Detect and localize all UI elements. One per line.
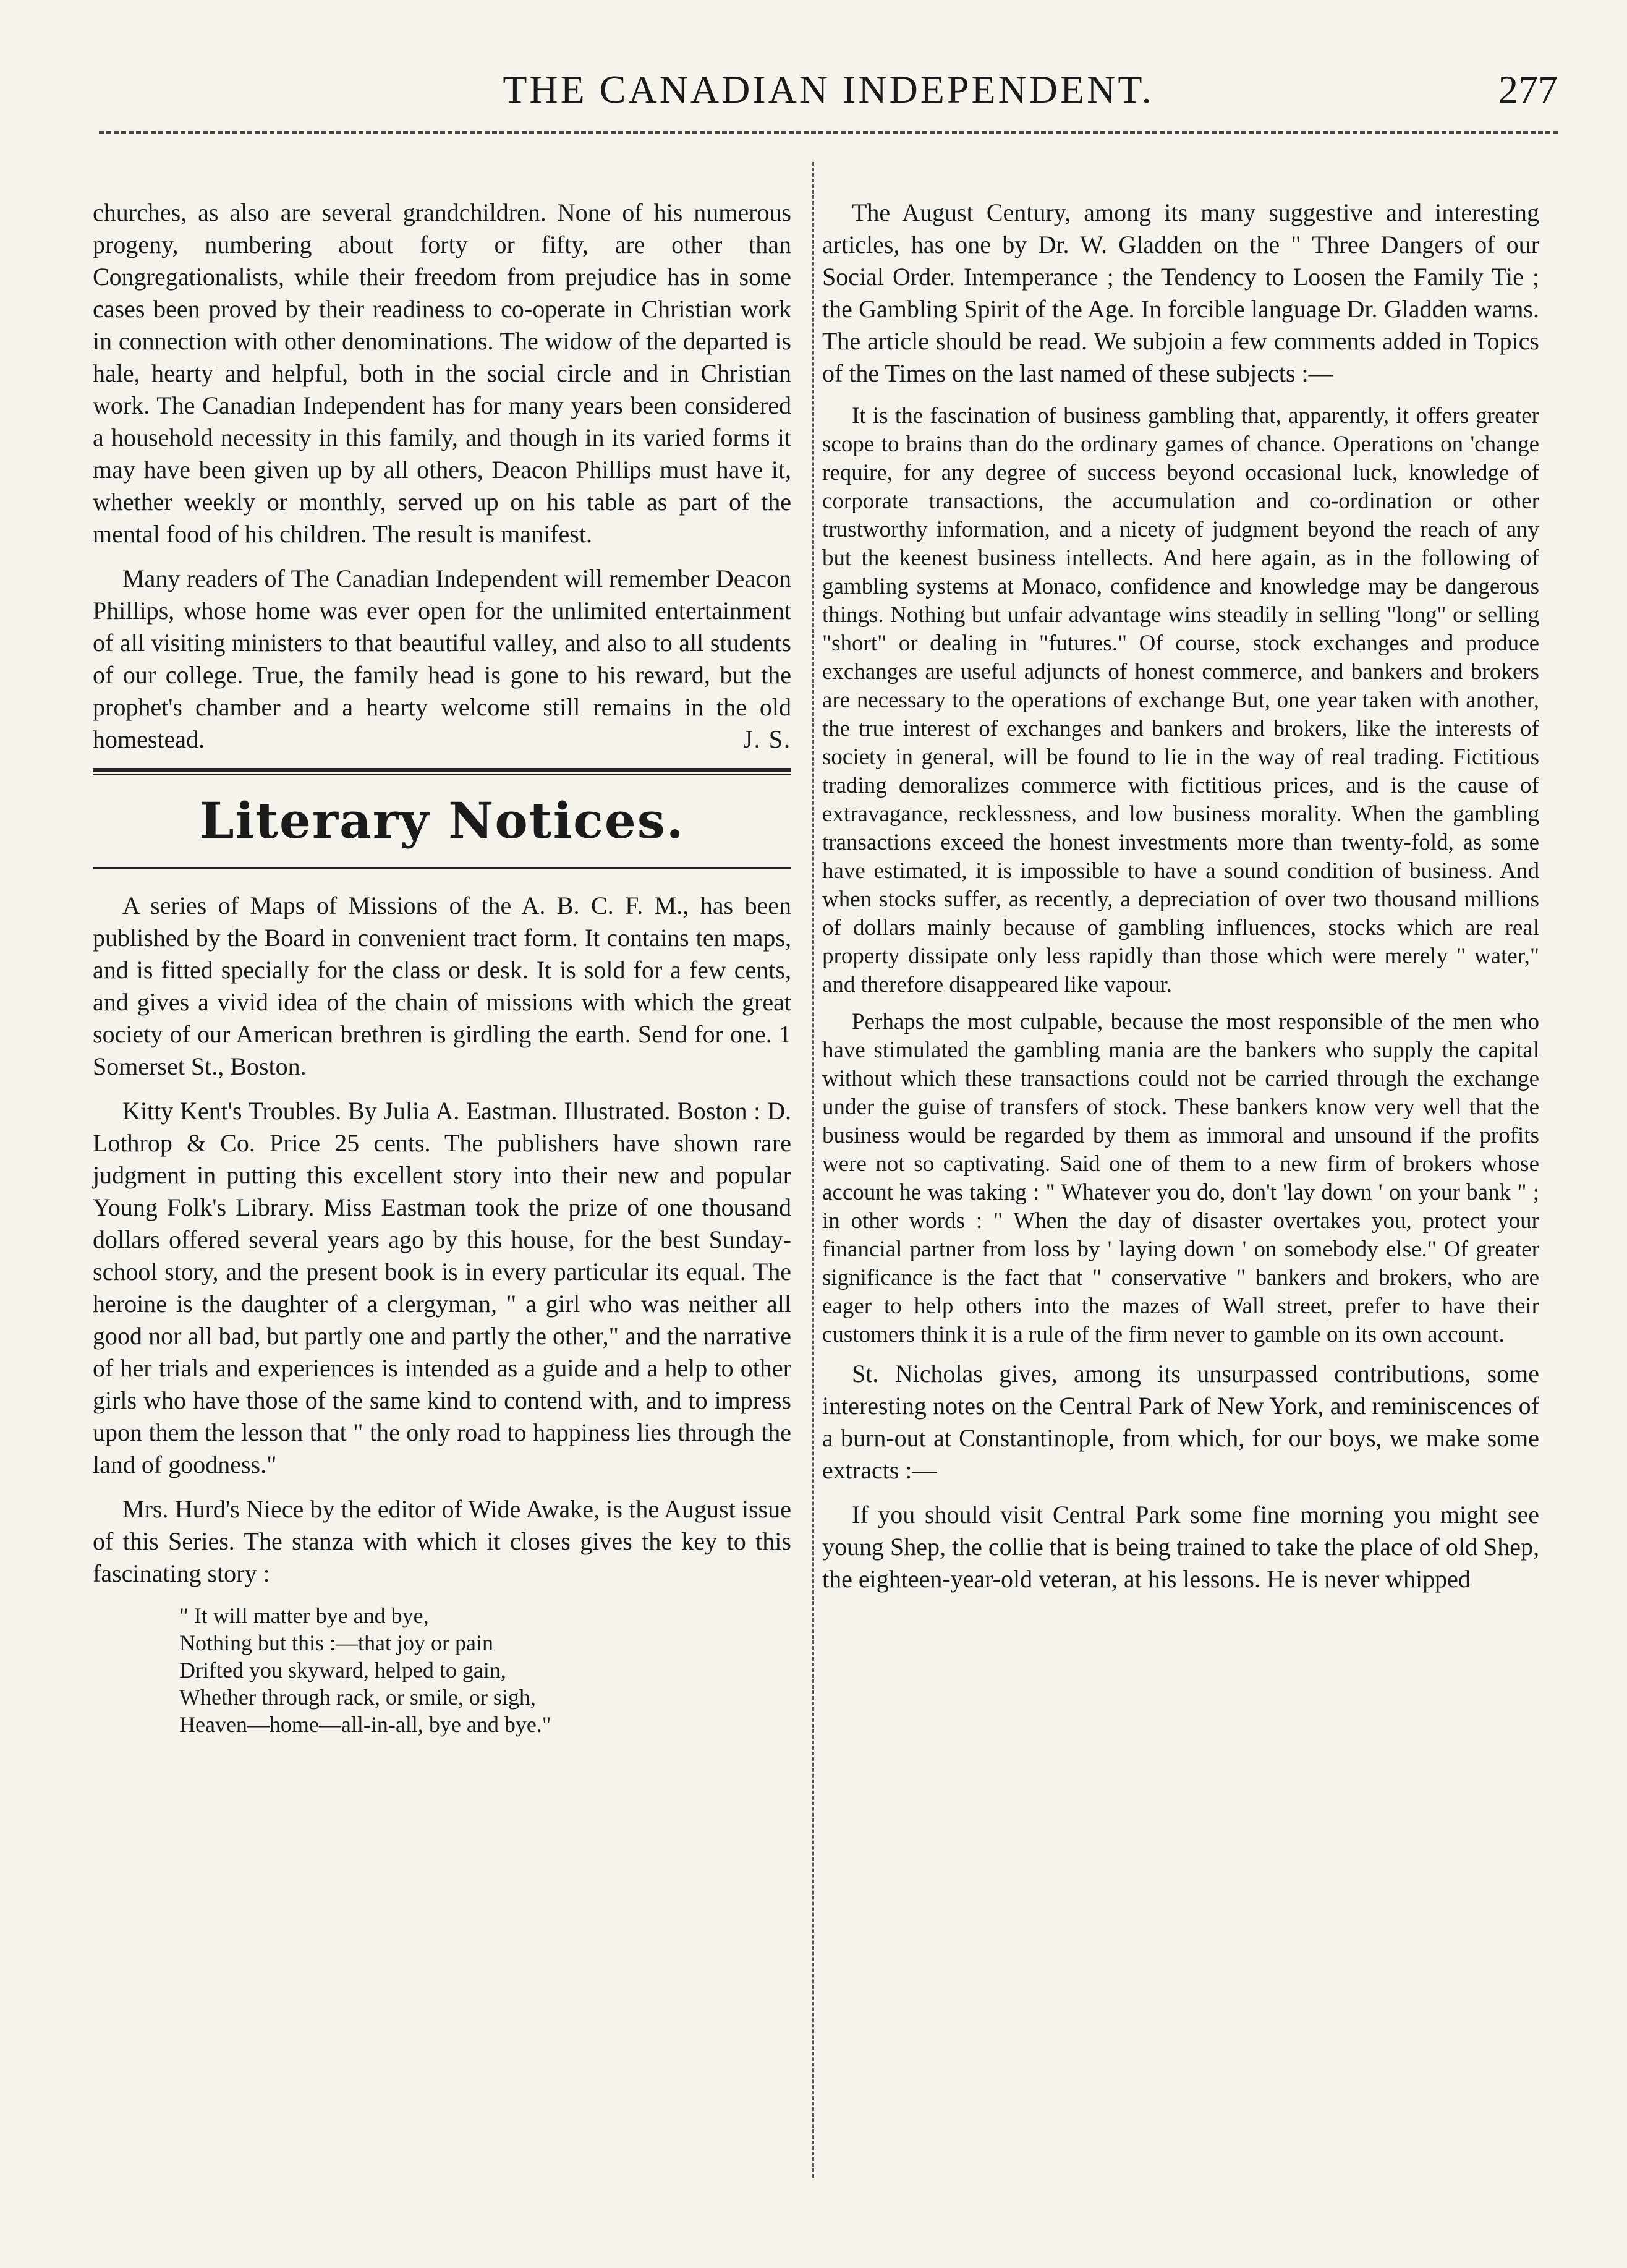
poem-line: Whether through rack, or smile, or sigh, (179, 1685, 536, 1710)
section-rule-heavy (93, 768, 791, 772)
extract-central-park: If you should visit Central Park some fine morning you might see young Shep, the collie that is being trained to take the place of old Shep, the eighteen-year-old veteran, at his lessons. He is never whipped (822, 1501, 1539, 1593)
notice-kitty-kents-troubles: Kitty Kent's Troubles. By Julia A. Eastman. Illustrated. Boston : D. Lothrop & Co. Price 25 cents. The publishers have shown rare judgment in putting this excellent story into their new and popular Young Folk's Library. Miss Eastman took the prize of one thousand dollars offered several years ago by this house, for the best Sunday-school story, and the present book is in every particular its equal. The heroine is the daughter of a clergyman, " a girl who was neither all good nor all bad, but partly one and partly the other," and the narrative of her trials and experiences is intended as a guide and a help to other girls who have those of the same kind to contend with, and to impress upon them the lesson that " the only road to happiness lies through the land of goodness." (93, 1097, 791, 1478)
running-title: THE CANADIAN INDEPENDENT. (503, 67, 1154, 111)
poem-line: Nothing but this :—that joy or pain (179, 1631, 493, 1655)
obituary-closing-text: Many readers of The Canadian Independent will remember Deacon Phillips, whose home was ever open for the unlimited entertainment of all visiting ministers to that beautiful valley, and also to all students of our college. True, the family head is gone to his reward, but the prophet's chamber and a hearty welcome still remains in the old homestead. (93, 565, 791, 753)
notice-maps-of-missions: A series of Maps of Missions of the A. B. C. F. M., has been published by the Board in convenient tract form. It contains ten maps, and is fitted specially for the class or desk. It is sold for a few cents, and gives a vivid idea of the chain of missions with which the great society of our American brethren is girdling the earth. Send for one. 1 Somerset St., Boston. (93, 892, 791, 1080)
section-rule-bottom (93, 867, 791, 869)
quoted-gambling-part2: Perhaps the most culpable, because the most responsible of the men who have stimulated the gambling mania are the bankers who supply the capital without which these transactions could not be carried through the exchange under the guise of transfers of stock. These bankers know very well that the business would be regarded by them as immoral and unsound if the profits were not so captivating. Said one of them to a new firm of brokers whose account he was taking : " Whatever you do, don't 'lay down ' on your bank " ; in other words : " When the day of disaster overtakes you, protect your financial partner from loss by ' laying down ' on somebody else." Of greater significance is the fact that " conservative " bankers and brokers, who are eager to help others into the mazes of Wall street, prefer to have their customers think it is a rule of the firm never to gamble on its own account. (822, 1009, 1539, 1347)
section-title-literary-notices: Literary Notices. (199, 791, 685, 850)
quoted-gambling-part1: It is the fascination of business gambling that, apparently, it offers greater scope to brains than do the ordinary games of chance. Operations on 'change require, for any degree of success beyond occasional luck, knowledge of corporate transactions, the accumulation and co-ordination or other trustworthy information, and a nicety of judgment beyond the reach of any but the keenest business intellects. And here again, as in the following of gambling systems at Monaco, confidence and knowledge may be dangerous things. Nothing but unfair advantage wins steadily in selling "long" or selling "short" or dealing in "futures." Of course, stock exchanges and produce exchanges are useful adjuncts of honest commerce, and bankers and brokers are necessary to the operations of exchange But, one year taken with another, the true interest of exchanges and bankers and brokers, like the interests of society in general, will be found to lie in the way of real trading. Fictitious trading demoralizes commerce with fictitious prices, and is the cause of extravagance, recklessness, and low business morality. When the gambling transactions exceed the honest investments more than twenty-fold, as some have estimated, it is impossible to have a sound condition of business. And when stocks suffer, as recently, a depreciation of over two thousand millions of dollars mainly because of gambling influences, stocks which are real property dissipate only less rapidly than those which were merely " water," and therefore disappeared like vapour. (822, 403, 1539, 997)
poem-line: Drifted you skyward, helped to gain, (179, 1658, 506, 1682)
notice-mrs-hurds-niece: Mrs. Hurd's Niece by the editor of Wide Awake, is the August issue of this Series. The stanza with which it closes gives the key to this fascinating story : (93, 1495, 791, 1587)
notice-august-century: The August Century, among its many suggestive and interesting articles, has one by Dr. W. Gladden on the " Three Dangers of our Social Order. Intemperance ; the Tendency to Loosen the Family Tie ; the Gambling Spirit of the Age. In forcible language Dr. Gladden warns. The article should be read. We subjoin a few comments added in Topics of the Times on the last named of these subjects :— (822, 198, 1539, 387)
page-header (99, 67, 1558, 135)
section-rule-light (93, 774, 791, 775)
column-divider (812, 162, 814, 2178)
left-column (93, 197, 791, 1738)
page-number: 277 (1498, 67, 1558, 111)
poem-line: " It will matter bye and bye, (179, 1603, 429, 1628)
right-column (822, 197, 1539, 1608)
obituary-continuation: churches, as also are several grandchildren. None of his numerous progeny, numbering about forty or fifty, are other than Congregationalists, while their freedom from prejudice has in some cases been proved by their readiness to co-operate in Christian work in connection with other denominations. The widow of the departed is hale, hearty and helpful, both in the social circle and in Christian work. The Canadian Independent has for many years been considered a household necessity in this family, and though in its varied forms it may have been given up by all others, Deacon Phillips must have it, whether weekly or monthly, served up on his table as part of the mental food of his children. The result is manifest. (93, 198, 791, 548)
header-rule (99, 131, 1558, 134)
obituary-closing (93, 563, 791, 756)
poem-stanza (179, 1602, 791, 1738)
poem-line: Heaven—home—all-in-all, bye and bye." (179, 1712, 551, 1737)
notice-st-nicholas: St. Nicholas gives, among its unsurpassed contributions, some interesting notes on the Central Park of New York, and reminiscences of a burn-out at Constantinople, from which, for our boys, we make some extracts :— (822, 1360, 1539, 1484)
signature: J. S. (743, 725, 791, 753)
